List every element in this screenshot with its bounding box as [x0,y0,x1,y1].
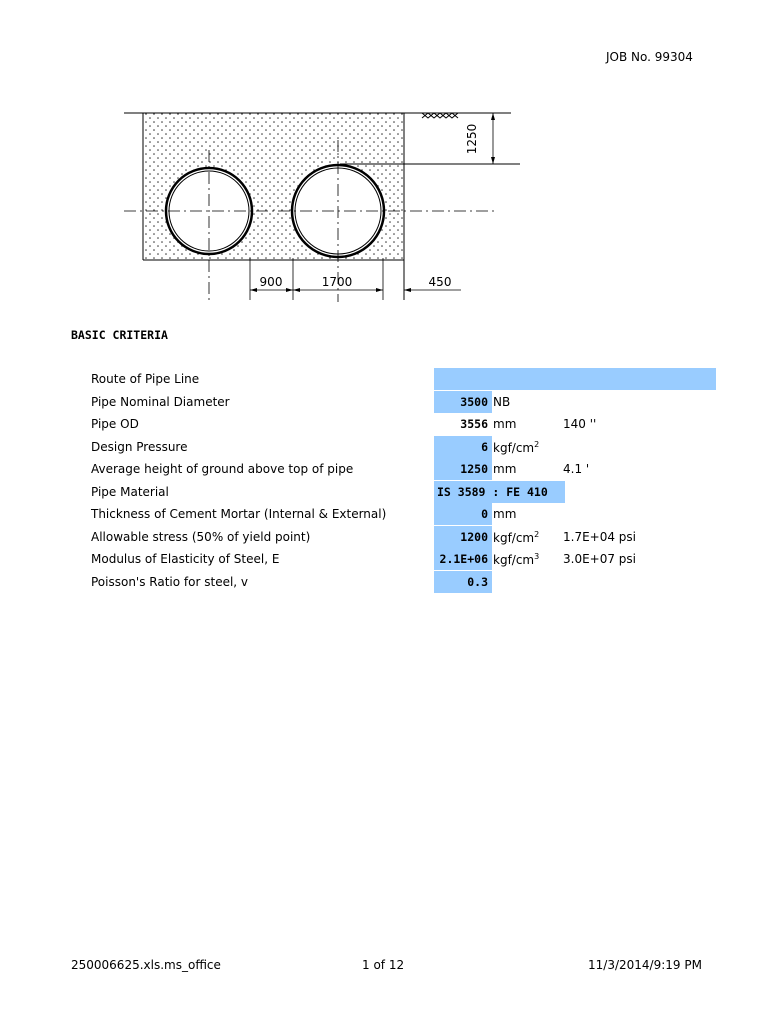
dim-edge-label: 450 [428,275,452,289]
footer-filename: 250006625.xls.ms_office [71,958,221,972]
row-label: Route of Pipe Line [91,372,200,386]
section-title: BASIC CRITERIA [71,328,168,342]
row-unit: kgf/$cm^2$ [493,530,540,545]
row-poisson-ratio [0,571,768,593]
row-design-pressure [0,436,768,458]
row-extra: 4.1 ' [563,462,590,476]
row-unit: kgf/$cm^2$ [493,440,540,455]
row-label: Pipe Material [91,485,169,499]
job-number: JOB No. 99304 [606,50,693,64]
row-cement-thickness [0,503,768,525]
row-label: Poisson's Ratio for steel, v [91,575,249,589]
arrow [250,288,257,292]
row-nominal-diameter [0,391,768,413]
footer-datetime: 11/3/2014/9:19 PM [588,958,702,972]
arrow [491,157,495,164]
row-extra: 3.0E+07 psi [563,552,637,566]
row-value[interactable]: 1250 [434,458,492,480]
row-value[interactable]: 1200 [434,526,492,548]
dim-pipe-label: 1700 [321,275,353,289]
row-route [0,368,768,390]
row-pipe-od [0,413,768,435]
footer-page-number: 1 of 12 [362,958,405,972]
row-value[interactable]: IS 3589 : FE 410 [434,481,565,503]
arrow [404,288,411,292]
dim-gap-label: 900 [259,275,283,289]
row-unit: mm [493,417,517,431]
row-value[interactable]: 0.3 [434,571,492,593]
row-value[interactable]: 0 [434,503,492,525]
row-label: Average height of ground above top of pipe [91,462,354,476]
row-allowable-stress [0,526,768,548]
row-ground-height [0,458,768,480]
pipe-cross-section-diagram [0,0,768,320]
row-label: Allowable stress (50% of yield point) [91,530,311,544]
row-extra: 1.7E+04 psi [563,530,637,544]
row-value[interactable]: 3500 [434,391,492,413]
row-unit: kgf/$cm^3$ [493,552,540,567]
row-value: 3556 [460,417,488,431]
row-label: Modulus of Elasticity of Steel, E [91,552,280,566]
row-pipe-material [0,481,768,503]
row-label: Pipe OD [91,417,139,431]
row-value[interactable]: 6 [434,436,492,458]
ground-hatch [422,113,458,118]
row-label: Thickness of Cement Mortar (Internal & External) [91,507,387,521]
row-extra: 140 '' [563,417,597,431]
arrow [491,113,495,120]
arrow [293,288,300,292]
row-label: Design Pressure [91,440,188,454]
arrow [376,288,383,292]
route-input-cell[interactable] [434,368,716,390]
row-unit: mm [493,462,517,476]
arrow [286,288,293,292]
dim-cover-label: 1250 [465,123,479,155]
row-unit: mm [493,507,517,521]
row-unit: NB [493,395,511,409]
row-label: Pipe Nominal Diameter [91,395,230,409]
row-modulus-elasticity [0,548,768,570]
row-value[interactable]: 2.1E+06 [434,548,492,570]
